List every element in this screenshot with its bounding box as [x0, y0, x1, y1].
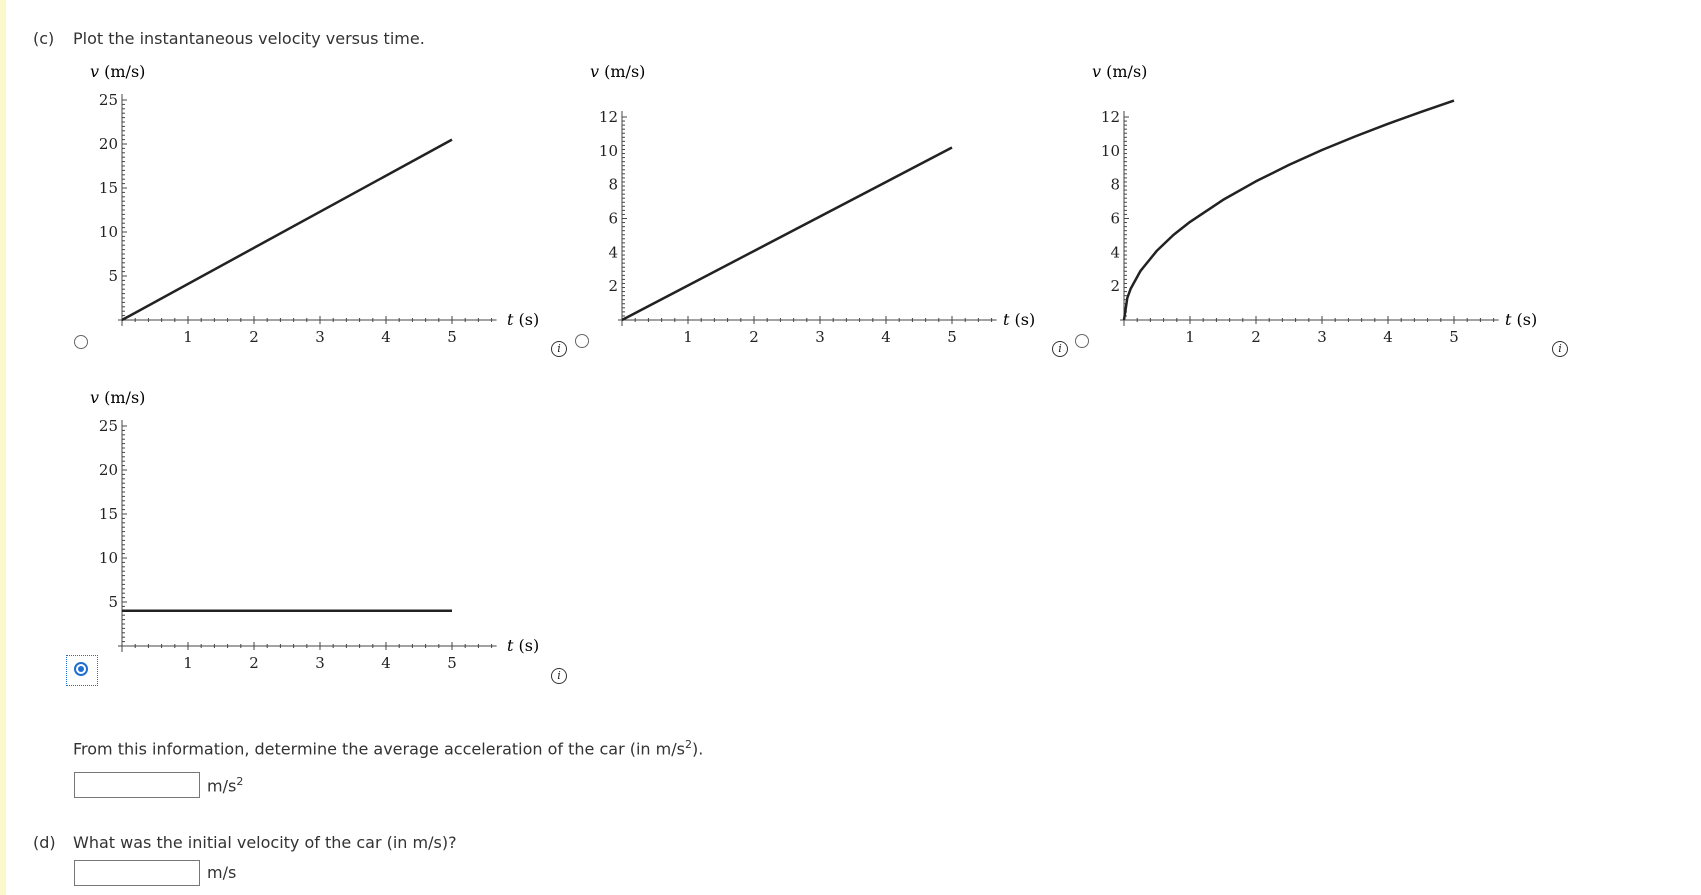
graph-3-x-tick-label: 5 — [1449, 328, 1459, 346]
avg-accel-input[interactable] — [74, 772, 200, 798]
graph-4-x-tick-label: 3 — [315, 654, 325, 672]
graph-2-y-tick-label: 2 — [608, 277, 618, 296]
graph-3-x-tick-label: 3 — [1317, 328, 1327, 346]
graph-4-y-tick-label: 10 — [98, 549, 118, 567]
graph-3-y-tick-label: 10 — [1100, 141, 1120, 160]
graph-3-y-tick-label: 8 — [1110, 175, 1120, 194]
graph-3-xlabel: t (s) — [1505, 310, 1538, 329]
graph-1 — [82, 58, 552, 358]
graph-1-x-tick-label: 2 — [249, 328, 259, 346]
graph-2-x-tick-label: 1 — [683, 328, 693, 346]
graph-3-x-tick-label: 4 — [1383, 328, 1393, 346]
graph-2-info-icon[interactable]: i — [1052, 341, 1068, 357]
graph-3-radio[interactable] — [1075, 334, 1089, 348]
graph-1-x-tick-label: 1 — [183, 328, 193, 346]
graph-2-radio[interactable] — [575, 334, 589, 348]
graph-4-x-tick-label: 4 — [381, 654, 391, 672]
graph-1-y-tick-label: 20 — [98, 135, 118, 153]
graph-4-y-tick-label: 25 — [98, 417, 118, 435]
graph-4-y-tick-label: 5 — [108, 593, 118, 611]
part-d-label: (d) — [33, 833, 56, 852]
graph-3-x-tick-label: 2 — [1251, 328, 1261, 346]
graph-1-radio[interactable] — [74, 335, 88, 349]
graph-2-xlabel: t (s) — [1003, 310, 1036, 329]
graph-1-x-tick-label: 4 — [381, 328, 391, 346]
graph-3-x-tick-label: 1 — [1185, 328, 1195, 346]
graph-2-ylabel: v (m/s) — [590, 62, 646, 81]
graph-2-y-tick-label: 4 — [608, 243, 618, 262]
part-c-question: Plot the instantaneous velocity versus time. — [73, 29, 425, 48]
avg-accel-unit: $m/s^2$ — [207, 775, 244, 796]
graph-3-info-icon[interactable]: i — [1552, 341, 1568, 357]
graph-3-y-tick-label: 12 — [1100, 108, 1120, 126]
avg-accel-question: From this information, determine the average acceleration of the car (in $m/s^2$). — [73, 738, 704, 759]
graph-3-y-tick-label: 2 — [1110, 277, 1120, 296]
initial-velocity-unit: m/s — [207, 863, 237, 882]
graph-2-y-tick-label: 10 — [598, 141, 618, 160]
graph-3-series-line — [1124, 101, 1454, 320]
graph-2 — [580, 58, 1050, 358]
graph-4-y-tick-label: 15 — [98, 505, 118, 523]
graph-3 — [1080, 58, 1550, 358]
left-accent-bar — [0, 0, 6, 895]
graph-2-y-tick-label: 12 — [598, 108, 618, 126]
part-c-label: (c) — [33, 29, 55, 48]
graph-1-y-tick-label: 25 — [98, 91, 118, 109]
graph-2-x-tick-label: 2 — [749, 328, 759, 346]
graph-4-y-tick-label: 20 — [98, 461, 118, 479]
graph-4-x-tick-label: 5 — [447, 654, 457, 672]
graph-3-ylabel: v (m/s) — [1092, 62, 1148, 81]
graph-4-xlabel: t (s) — [507, 636, 540, 655]
graph-1-y-tick-label: 10 — [98, 223, 118, 241]
graph-2-x-tick-label: 5 — [947, 328, 957, 346]
graph-1-y-tick-label: 15 — [98, 179, 118, 197]
graph-3-y-tick-label: 6 — [1110, 209, 1120, 228]
part-d-question: What was the initial velocity of the car (in m/s)? — [73, 833, 457, 852]
graph-2-x-tick-label: 4 — [881, 328, 891, 346]
graph-1-series-line — [122, 140, 452, 320]
graph-1-info-icon[interactable]: i — [551, 341, 567, 357]
graph-2-series-line — [622, 148, 952, 321]
graph-1-ylabel: v (m/s) — [90, 62, 146, 81]
initial-velocity-input[interactable] — [74, 860, 200, 886]
graph-1-y-tick-label: 5 — [108, 267, 118, 285]
graph-4 — [82, 384, 552, 684]
graph-1-x-tick-label: 3 — [315, 328, 325, 346]
graph-4-ylabel: v (m/s) — [90, 388, 146, 407]
graph-2-y-tick-label: 8 — [608, 175, 618, 194]
graph-1-x-tick-label: 5 — [447, 328, 457, 346]
graph-4-radio[interactable] — [74, 662, 88, 676]
graph-1-xlabel: t (s) — [507, 310, 540, 329]
graph-4-x-tick-label: 2 — [249, 654, 259, 672]
graph-4-x-tick-label: 1 — [183, 654, 193, 672]
graph-2-y-tick-label: 6 — [608, 209, 618, 228]
graph-4-info-icon[interactable]: i — [551, 668, 567, 684]
graph-3-y-tick-label: 4 — [1110, 243, 1120, 262]
graph-2-x-tick-label: 3 — [815, 328, 825, 346]
